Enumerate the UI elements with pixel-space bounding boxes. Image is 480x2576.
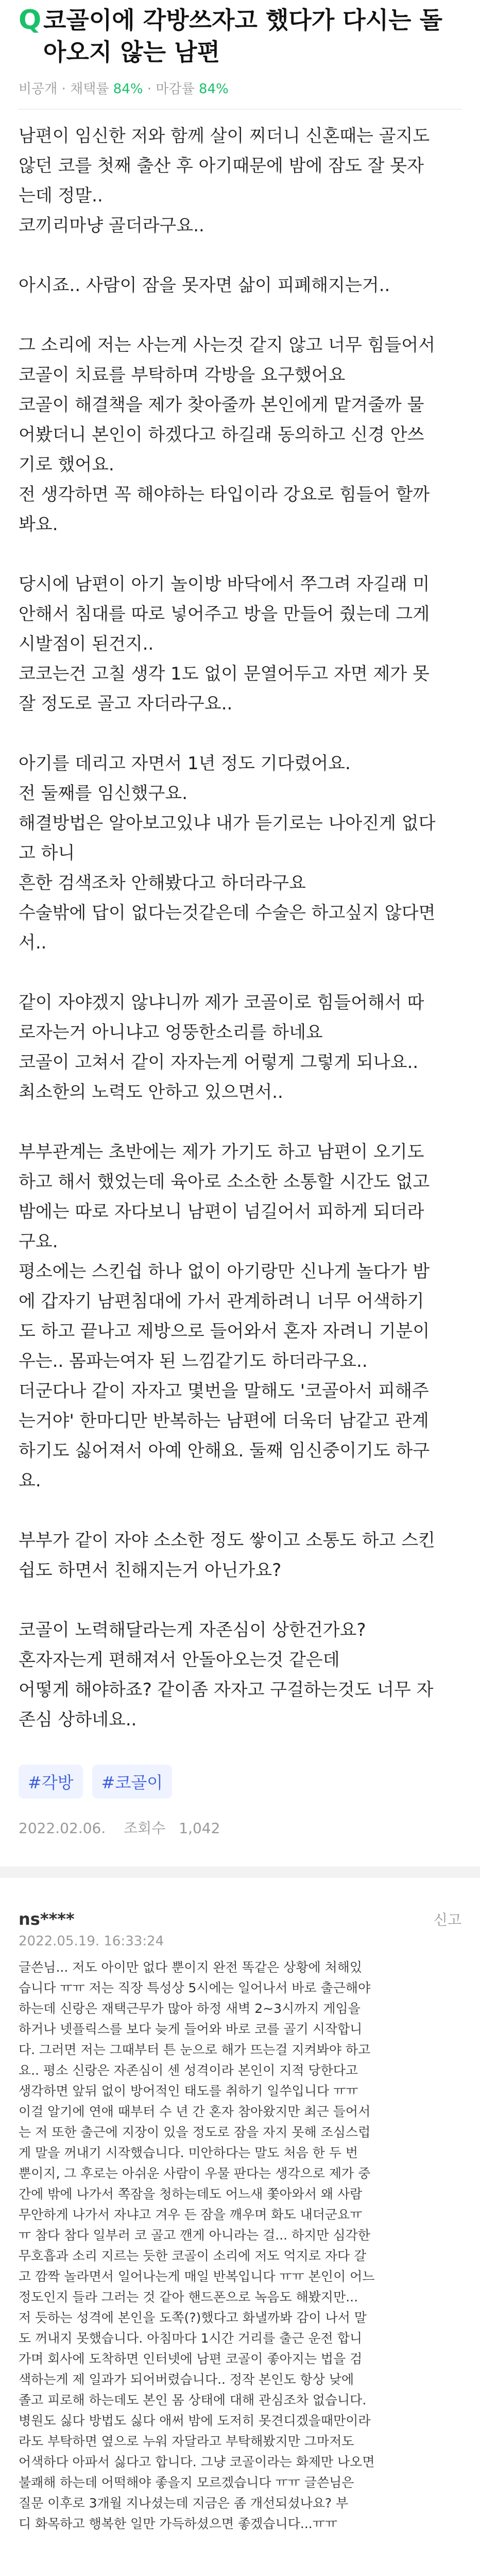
body-paragraph — [19, 1137, 461, 1496]
question-body — [19, 121, 461, 1735]
body-paragraph — [19, 569, 461, 719]
body-paragraph — [19, 121, 461, 241]
question-title — [43, 4, 442, 68]
body-line: 수술밖에 답이 없다는것같은데 수술은 하고싶지 않다면 — [19, 903, 436, 923]
body-line: 하고 해서 했었는데 육아로 소소한 소통할 시간도 없고 — [19, 1172, 430, 1192]
report-button[interactable]: 신고 — [433, 1911, 461, 1928]
body-line: 어떻게 해야하죠? 같이좀 자자고 구걸하는것도 너무 자 — [19, 1680, 434, 1700]
body-paragraph — [19, 330, 461, 539]
post-date: 2022.02.06. — [19, 1820, 106, 1837]
body-line: 코골이 해결책을 제가 찾아줄까 본인에게 맡겨줄까 물 — [19, 395, 424, 415]
views-label: 조회수 — [124, 1820, 166, 1837]
body-line: 흔한 검색조차 안해봤다고 하더라구요 — [19, 873, 306, 893]
body-line: 평소에는 스킨쉽 하나 없이 아기랑만 신나게 놀다가 밤 — [19, 1261, 430, 1282]
title-line-2: 아오지 않는 남편 — [43, 38, 220, 66]
tag-chip[interactable]: #코골이 — [92, 1765, 173, 1799]
body-line: 더군다나 같이 자자고 몇번을 말해도 '코골아서 피해주 — [19, 1381, 429, 1401]
body-line: 존심 상하네요.. — [19, 1709, 137, 1730]
comment-line: 불쾌해 하는데 어떡해야 좋을지 모르겠습니다 ㅠㅠ 글쓴님은 — [19, 2475, 354, 2490]
comment-line: 저 듯하는 성격에 본인을 도쪽(?)했다고 화낼까봐 감이 나서 말 — [19, 2310, 367, 2325]
comment-line: 게 말을 꺼내기 시작했습니다. 미안하다는 말도 처음 한 두 번 — [19, 2145, 358, 2160]
comment-line: 이걸 알기에 연애 때부터 수 년 간 혼자 참아왔지만 최근 들어서 — [19, 2104, 371, 2119]
comment-line: 무안하게 나가서 자냐고 겨우 든 잠을 깨우며 화도 내더군요ㅠ — [19, 2207, 363, 2222]
comment-line: 습니다 ㅠㅠ 저는 직장 특성상 5시에는 일어나서 바로 출근해야 — [19, 1980, 371, 1995]
close-rate: 84% — [198, 81, 229, 97]
comment-line: 질문 이후로 3개월 지나셨는데 지금은 좀 개선되셨나요? 부 — [19, 2496, 349, 2511]
author-meta — [19, 78, 461, 97]
comment-line: 하거나 넷플릭스를 보다 늦게 들어와 바로 코를 골기 시작합니 — [19, 2022, 363, 2037]
body-line: 기로 했어요. — [19, 454, 114, 475]
body-line: 코끼리마냥 골더라구요.. — [19, 215, 204, 236]
body-line: 그 소리에 저는 사는게 사는것 같지 않고 너무 힘들어서 — [19, 335, 436, 355]
body-line: 하기도 싫어져서 아예 안해요. 둘째 임신중이기도 하구 — [19, 1440, 430, 1461]
question-title-row — [19, 4, 461, 68]
comment-line: 어색하다 아파서 싫다고 합니다. 그냥 코골이라는 화제만 나오면 — [19, 2454, 375, 2469]
comment-header — [19, 1909, 461, 1929]
body-line: 봐요. — [19, 514, 58, 535]
body-line: 도 하고 끝나고 제방으로 들어와서 혼자 자려니 기분이 — [19, 1321, 430, 1342]
comment-body — [19, 1957, 461, 2534]
body-line: 남편이 임신한 저와 함께 살이 찌더니 신혼때는 골지도 — [19, 126, 430, 146]
body-line: 같이 자야겠지 않냐니까 제가 코골이로 힘들어해서 따 — [19, 992, 424, 1013]
body-line: 당시에 남편이 아기 놀이방 바닥에서 쭈그려 자길래 미 — [19, 574, 430, 595]
body-paragraph — [19, 749, 461, 958]
body-line: 부부관계는 초반에는 제가 가기도 하고 남편이 오기도 — [19, 1142, 424, 1162]
meta-mid: · 마감률 — [143, 81, 195, 97]
tag-list — [19, 1765, 461, 1799]
body-line: 에 갑자기 남편침대에 가서 관계하려니 너무 어색하기 — [19, 1291, 424, 1312]
body-line: 코골이 고쳐서 같이 자자는게 어렇게 그렇게 되나요.. — [19, 1052, 419, 1073]
body-line: 아기를 데리고 자면서 1년 정도 기다렸어요. — [19, 753, 351, 774]
body-line: 코골이 노력해달라는게 자존심이 상한건가요? — [19, 1620, 366, 1640]
title-divider — [19, 109, 461, 110]
body-line: 요. — [19, 1470, 41, 1491]
comment-line: 다. 그러면 저는 그때부터 튼 눈으로 해가 뜨는걸 지켜봐야 하고 — [19, 2042, 371, 2057]
comment-line: 하는데 신랑은 재택근무가 많아 하정 새벽 2~3시까지 게임을 — [19, 2001, 361, 2016]
meta-prefix: 비공개 · 채택률 — [19, 81, 109, 97]
post-stats — [19, 1817, 461, 1838]
comment-line: ㅠ 참다 참다 일부러 코 골고 깬게 아니라는 걸... 하지만 심각한 — [19, 2228, 370, 2243]
body-paragraph — [19, 988, 461, 1107]
body-line: 우는.. 몸파는여자 된 느낌같기도 하더라구요.. — [19, 1351, 368, 1371]
body-paragraph — [19, 1526, 461, 1585]
body-line: 밤에는 따로 자다보니 남편이 넘길어서 피하게 되더라 — [19, 1201, 424, 1222]
body-line: 구요. — [19, 1231, 58, 1252]
comment-line: 뿐이지, 그 후로는 아쉬운 사람이 우물 판다는 생각으로 제가 중 — [19, 2166, 371, 2181]
comment-line: 색하는게 제 일과가 되어버렸습니다.. 정작 본인도 항상 낮에 — [19, 2372, 354, 2387]
comment-line: 가며 회사에 도착하면 인터넷에 남편 코골이 좋아지는 법을 검 — [19, 2351, 363, 2366]
title-line-1: 코골이에 각방쓰자고 했다가 다시는 돌 — [43, 6, 443, 34]
comment-username[interactable]: ns**** — [19, 1909, 75, 1929]
body-line: 안해서 침대를 따로 넣어주고 방을 만들어 줬는데 그게 — [19, 604, 430, 624]
section-separator — [0, 1867, 480, 1878]
body-line: 아시죠.. 사람이 잠을 못자면 삶이 피폐해지는거.. — [19, 275, 390, 296]
comment-date: 2022.05.19. 16:33:24 — [19, 1934, 164, 1949]
body-paragraph — [19, 270, 461, 300]
adopt-rate: 84% — [113, 81, 143, 97]
comment-line: 는 저 또한 출근에 지장이 있을 정도로 잠을 자지 못해 조심스럽 — [19, 2125, 371, 2140]
body-paragraph — [19, 1615, 461, 1735]
comment-line: 라도 부탁하면 옆으로 누워 자달라고 부탁해봤지만 그마저도 — [19, 2434, 354, 2449]
tag-chip[interactable]: #각방 — [19, 1765, 83, 1799]
comment-line: 병원도 싫다 방법도 싫다 애써 밤에 도저히 못견디겠을때만이라 — [19, 2413, 371, 2428]
body-line: 전 둘째를 임신했구요. — [19, 783, 188, 804]
views-count: 1,042 — [179, 1820, 220, 1837]
body-line: 해결방법은 알아보고있냐 내가 듣기로는 나아진게 없다 — [19, 813, 436, 834]
body-line: 부부가 같이 자야 소소한 정도 쌓이고 소통도 하고 스킨 — [19, 1530, 436, 1551]
body-line: 는데 정말.. — [19, 185, 103, 206]
comment-line: 졸고 피로해 하는데도 본인 몸 상태에 대해 관심조차 없습니다. — [19, 2393, 367, 2408]
comment-line: 간에 밖에 나가서 쪽잠을 청하는데도 어느새 쫓아와서 왜 사람 — [19, 2187, 363, 2201]
body-line: 쉽도 하면서 친해지는거 아닌가요? — [19, 1560, 282, 1581]
body-line: 시발점이 된건지.. — [19, 634, 154, 654]
body-line: 로자는거 아니냐고 엉뚱한소리를 하네요 — [19, 1022, 323, 1043]
comment-line: 디 화목하고 행복한 일만 가득하셨으면 좋겠습니다...ㅠㅠ — [19, 2516, 338, 2531]
comment-line: 생각하면 앞뒤 없이 방어적인 태도를 취하기 일쑤입니다 ㅠㅠ — [19, 2083, 358, 2098]
comment-line: 무호흡과 소리 지르는 듯한 코골이 소리에 저도 억지로 자다 갈 — [19, 2248, 367, 2263]
body-line: 코코는건 고칠 생각 1도 없이 문열어두고 자면 제가 못 — [19, 664, 430, 684]
body-line: 어봤더니 본인이 하겠다고 하길래 동의하고 신경 안쓰 — [19, 425, 424, 445]
comment-line: 고 깜짝 놀라면서 일어나는게 매일 반복입니다 ㅠㅠ 본인이 어느 — [19, 2269, 375, 2284]
comment-line: 정도인지 들라 그러는 것 같아 핸드폰으로 녹음도 해봤지만... — [19, 2290, 358, 2304]
body-line: 서.. — [19, 933, 47, 953]
body-line: 전 생각하면 꼭 해야하는 타입이라 강요로 힘들어 할까 — [19, 484, 430, 505]
answer-comment — [0, 1878, 480, 2534]
comment-line: 도 꺼내지 못했습니다. 아침마다 1시간 거리를 출근 운전 합니 — [19, 2331, 363, 2346]
body-line: 고 하니 — [19, 843, 75, 863]
question-section — [0, 4, 480, 1838]
comment-line: 요.. 평소 신랑은 자존심이 센 성격이라 본인이 지적 당한다고 — [19, 2063, 358, 2078]
body-line: 혼자자는게 편해져서 안돌아오는것 같은데 — [19, 1650, 340, 1670]
comment-line: 글쓴님... 저도 아이만 없다 뿐이지 완전 똑같은 상황에 처해있 — [19, 1960, 363, 1975]
body-line: 코골이 치료를 부탁하며 각방을 요구했어요 — [19, 365, 346, 385]
body-line: 최소한의 노력도 안하고 있으면서.. — [19, 1082, 283, 1103]
question-q-icon: Q — [19, 5, 42, 36]
body-line: 잘 정도로 골고 자더라구요.. — [19, 693, 233, 714]
body-line: 는거야' 한마디만 반복하는 남편에 더욱더 남같고 관계 — [19, 1411, 429, 1431]
body-line: 않던 코를 첫째 출산 후 아기때문에 밤에 잠도 잘 못자 — [19, 156, 424, 176]
